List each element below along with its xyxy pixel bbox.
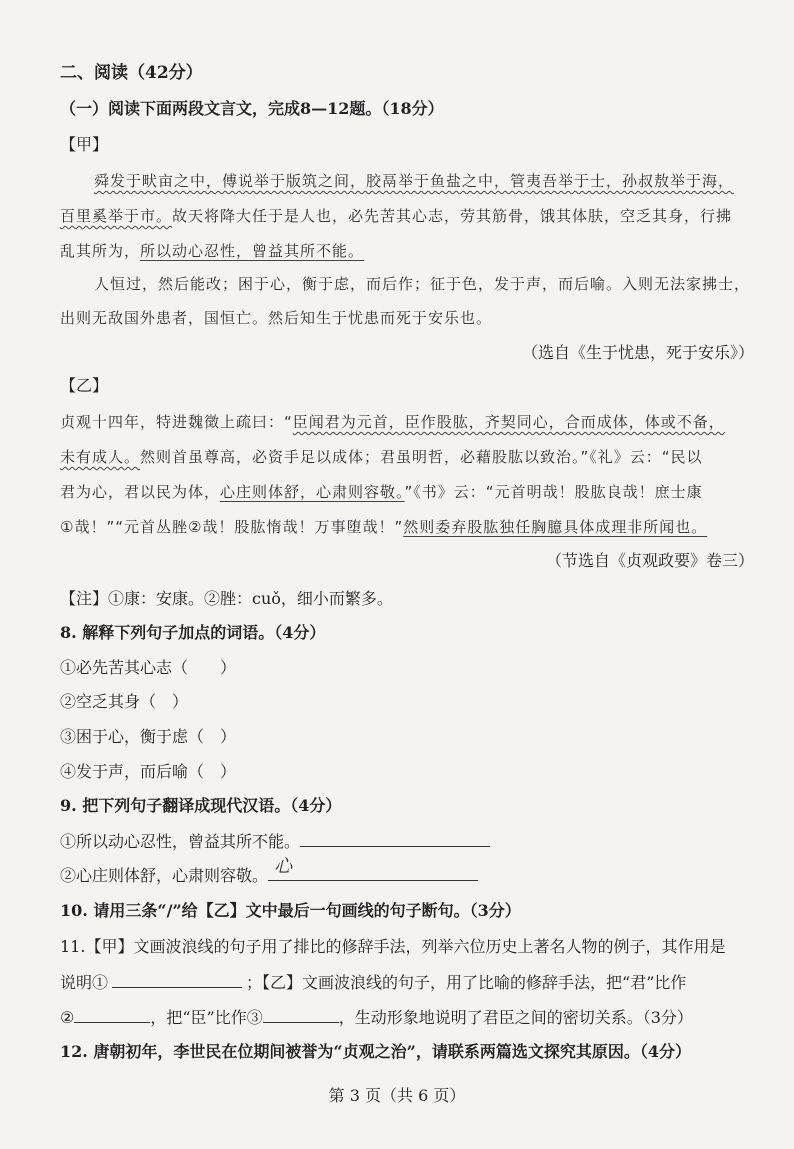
q11-line-3-a: ② (60, 1008, 75, 1027)
yi-underline-4: 然则委弃股肱独任胸臆具体成理非所闻也。 (403, 518, 708, 536)
yi-line-2 (60, 446, 703, 468)
q9-item-2 (60, 856, 478, 887)
q11-line-2 (60, 971, 686, 994)
q11-line-1: 11.【甲】文画波浪线的句子用了排比的修辞手法，列举六位历史上著名人物的例子，其作用是 (60, 937, 726, 956)
page-footer: 第 3 页（共 6 页） (328, 1086, 466, 1105)
q8-item-4: ④发于声，而后喻（ ） (60, 762, 237, 781)
q9-item-2-text: ②心庄则体舒，心肃则容敬。 (60, 866, 269, 885)
jia-line-5: 出则无敌国外患者，国恒亡。然后知生于忧患而死于安乐也。 (60, 309, 493, 327)
yi-line-3-rest: ”《书》云：“元首明哉！股肱良哉！庶士康 (404, 483, 703, 501)
jia-line-3 (60, 240, 364, 262)
yi-wavy-2: 未有成人。 (60, 448, 141, 466)
q11-line-3 (60, 1006, 693, 1029)
q11-blank-1[interactable] (112, 971, 242, 988)
q9-answer-blank-1[interactable] (300, 830, 490, 847)
q10: 10. 请用三条“/”给【乙】文中最后一句画线的句子断句。（3分） (60, 901, 521, 920)
yi-line-1 (60, 411, 725, 433)
q12: 12. 唐朝初年，李世民在位期间被誉为“贞观之治”，请联系两篇选文探究其原因。（4分） (60, 1042, 691, 1061)
jia-line-2 (60, 205, 732, 227)
jia-underline-3: 所以动心忍性，曾益其所不能。 (140, 242, 365, 260)
jia-line-4: 人恒过，然后能改；困于心，衡于虑，而后作；征于色，发于声，而后喻。入则无法家拂士， (94, 275, 751, 293)
q9-item-1-text: ①所以动心忍性，曾益其所不能。 (60, 832, 301, 851)
yi-line-4-pre: ①哉！”“元首丛脞②哉！股肱惰哉！万事堕哉！” (60, 518, 404, 536)
yi-line-3 (60, 481, 703, 503)
jia-source: （选自《生于忧患，死于安乐》） (521, 343, 754, 362)
jia-line-2-rest: 故天将降大任于是人也，必先苦其心志，劳其筋骨，饿其体肤，空乏其身，行拂 (172, 207, 733, 225)
q9-handwriting: 心 (274, 856, 293, 877)
q11-line-3-b: ，把“臣”比作③ (150, 1008, 263, 1027)
q8-item-2: ②空乏其身（ ） (60, 692, 189, 711)
q8-title: 8. 解释下列句子加点的词语。（4分） (60, 623, 326, 642)
section-title: 二、阅读（42分） (60, 63, 203, 83)
q9-answer-blank-2[interactable] (268, 856, 478, 881)
jia-wavy-2: 百里奚举于市。 (60, 207, 173, 225)
part1-title: （一）阅读下面两段文言文，完成8—12题。（18分） (60, 99, 444, 118)
q9-title: 9. 把下列句子翻译成现代汉语。（4分） (60, 796, 342, 815)
q8-item-1: ①必先苦其心志（ ） (60, 658, 237, 677)
yi-source: （节选自《贞观政要》卷三） (545, 551, 754, 570)
q11-blank-2[interactable] (74, 1006, 150, 1023)
yi-wavy-1: 臣闻君为元首，臣作股肱，齐契同心，合而成体，体或不备， (292, 413, 725, 431)
yi-label: 【乙】 (60, 376, 109, 395)
q11-line-3-c: ，生动形象地说明了君臣之间的密切关系。（3分） (338, 1008, 693, 1027)
q9-item-1 (60, 830, 490, 853)
q11-blank-3[interactable] (263, 1006, 339, 1023)
jia-wavy-1: 舜发于畎亩之中，傅说举于版筑之间，胶鬲举于鱼盐之中，管夷吾举于士，孙叔敖举于海， (94, 172, 735, 190)
jia-line-3-pre: 乱其所为， (60, 242, 141, 260)
jia-line-1 (94, 170, 734, 192)
note: 【注】①康：安康。②脞：cuǒ，细小而繁多。 (60, 589, 393, 608)
yi-line-1-pre: 贞观十四年，特进魏徵上疏曰：“ (60, 413, 293, 431)
jia-label: 【甲】 (60, 135, 109, 154)
yi-line-4 (60, 516, 707, 538)
yi-line-3-pre: 君为心，君以民为体， (60, 483, 221, 501)
q11-line-2-b: ；【乙】文画波浪线的句子，用了比喻的修辞手法，把“君”比作 (246, 973, 687, 992)
q8-item-3: ③困于心，衡于虑（ ） (60, 727, 237, 746)
q11-line-2-a: 说明① (60, 973, 109, 992)
yi-line-2-rest: 然则首虽尊高，必资手足以成体；君虽明哲，必藉股肱以致治。”《礼》云：“民以 (140, 448, 703, 466)
yi-underline-3: 心庄则体舒，心肃则容敬。 (220, 483, 405, 501)
